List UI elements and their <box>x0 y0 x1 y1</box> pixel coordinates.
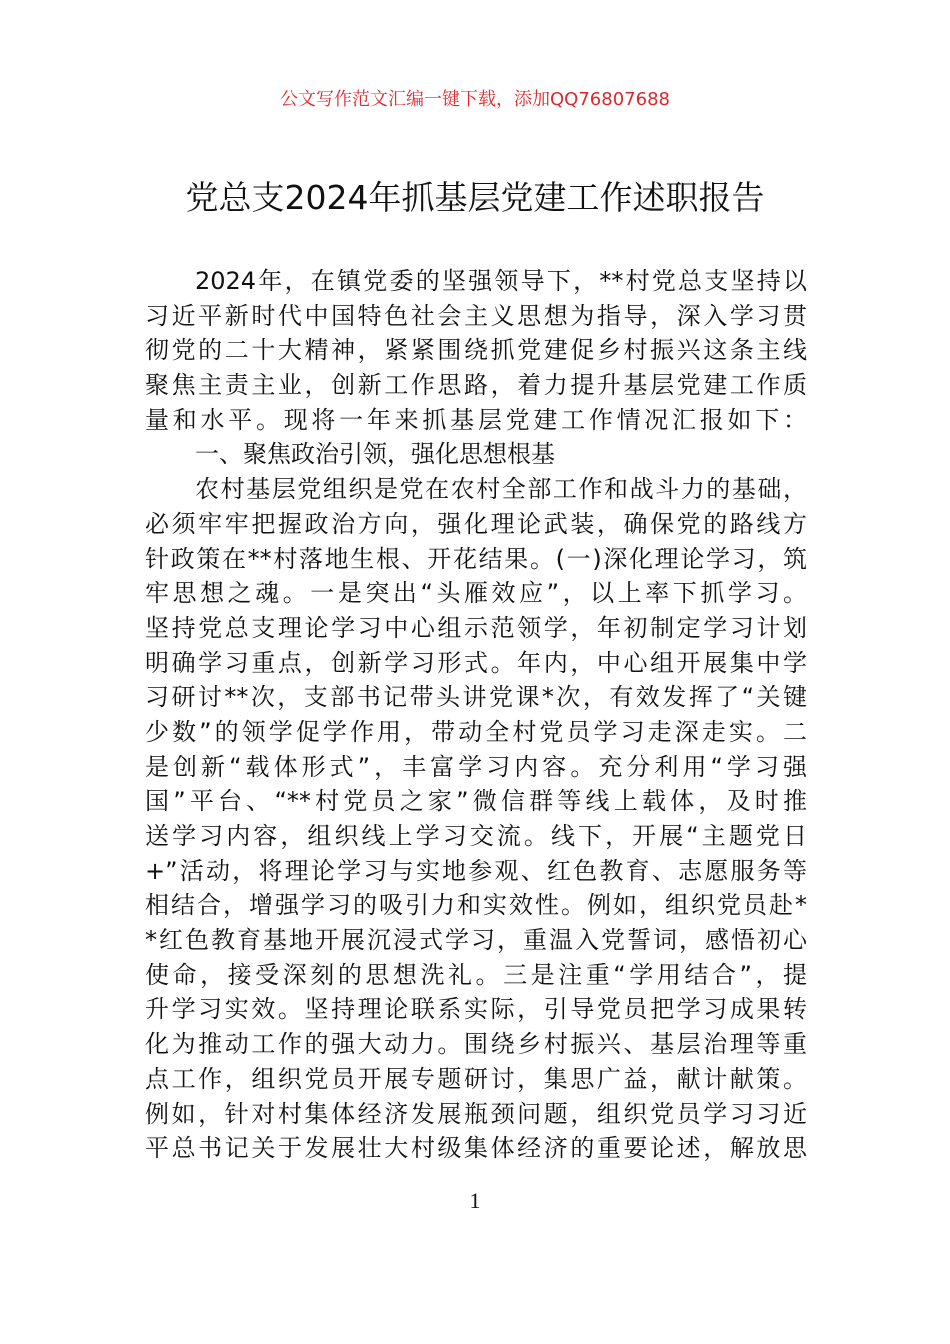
text-line: +”活动，将理论学习与实地参观、红色教育、志愿服务等 <box>145 856 807 885</box>
text-line: 使命，接受深刻的思想洗礼。三是注重“学用结合”，提 <box>145 960 807 989</box>
text-line: 聚焦主责主业，创新工作思路，着力提升基层党建工作质 <box>145 371 807 400</box>
text-line: 点工作，组织党员开展专题研讨，集思广益，献计献策。 <box>145 1064 807 1093</box>
text-line: 针政策在**村落地生根、开花结果。(一)深化理论学习，筑 <box>145 544 807 573</box>
text-line: 习研讨**次，支部书记带头讲党课*次，有效发挥了“关键 <box>145 683 807 712</box>
text-line: 国”平台、“**村党员之家”微信群等线上载体，及时推 <box>145 787 807 816</box>
page-number: 1 <box>469 1188 481 1213</box>
text-line: *红色教育基地开展沉浸式学习，重温入党誓词，感悟初心 <box>145 926 807 955</box>
text-line: 必须牢牢把握政治方向，强化理论武装，确保党的路线方 <box>145 509 807 538</box>
text-line: 是创新“载体形式”，丰富学习内容。充分利用“学习强 <box>145 752 807 781</box>
text-line: 相结合，增强学习的吸引力和实效性。例如，组织党员赴* <box>145 891 807 920</box>
download-watermark: 公文写作范文汇编一键下载，添加QQ76807688 <box>280 89 670 110</box>
document-body <box>145 264 807 1166</box>
text-line: 习近平新时代中国特色社会主义思想为指导，深入学习贯 <box>145 301 807 330</box>
document-title: 党总支2024年抓基层党建工作述职报告 <box>185 178 765 217</box>
text-line: 少数”的领学促学作用，带动全村党员学习走深走实。二 <box>145 717 807 746</box>
text-line: 送学习内容，组织线上学习交流。线下，开展“主题党日 <box>145 822 807 850</box>
text-line: 坚持党总支理论学习中心组示范领学，年初制定学习计划 <box>145 613 807 642</box>
text-line: 升学习实效。坚持理论联系实际，引导党员把学习成果转 <box>145 995 807 1024</box>
text-line: 明确学习重点，创新学习形式。年内，中心组开展集中学 <box>145 648 807 677</box>
text-line: 平总书记关于发展壮大村级集体经济的重要论述，解放思 <box>145 1134 807 1163</box>
text-line: 一、聚焦政治引领，强化思想根基 <box>195 440 555 469</box>
text-line: 2024年，在镇党委的坚强领导下，**村党总支坚持以 <box>195 267 807 295</box>
text-line: 量和水平。现将一年来抓基层党建工作情况汇报如下： <box>145 405 807 434</box>
text-line: 例如，针对村集体经济发展瓶颈问题，组织党员学习习近 <box>145 1099 807 1128</box>
text-line: 牢思想之魂。一是突出“头雁效应”，以上率下抓学习。 <box>145 579 807 608</box>
text-line: 化为推动工作的强大动力。围绕乡村振兴、基层治理等重 <box>145 1030 807 1059</box>
text-line: 农村基层党组织是党在农村全部工作和战斗力的基础， <box>195 475 807 504</box>
text-line: 彻党的二十大精神，紧紧围绕抓党建促乡村振兴这条主线 <box>145 336 807 365</box>
